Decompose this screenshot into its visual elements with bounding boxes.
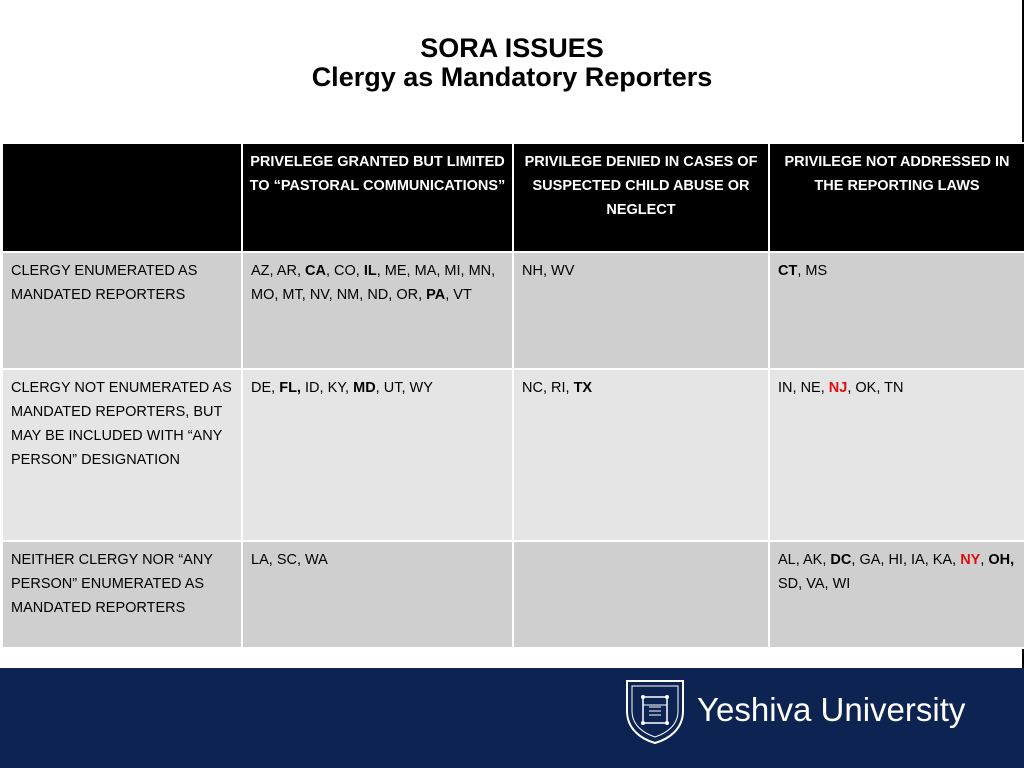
state-list: DE, FL, ID, KY, MD, UT, WY	[242, 369, 513, 541]
state-code: MI	[444, 263, 461, 279]
state-code: DE	[251, 380, 272, 396]
state-code: MA	[414, 263, 437, 279]
title-line-1: SORA ISSUES	[420, 33, 604, 63]
state-code: TX	[573, 380, 593, 396]
state-list: CT, MS	[769, 252, 1024, 369]
state-code: OR	[396, 287, 419, 303]
state-code: KA	[932, 552, 953, 568]
state-list: NC, RI, TX	[513, 369, 769, 541]
state-code: RI	[551, 380, 566, 396]
state-code: WY	[409, 380, 433, 396]
state-list: NH, WV	[513, 252, 769, 369]
state-code: MT	[282, 287, 302, 303]
state-code: CT	[778, 263, 798, 279]
state-code: AK	[803, 552, 823, 568]
header-denied-abuse: PRIVILEGE DENIED IN CASES OF SUSPECTED CHILD ABUSE OR NEGLECT	[513, 143, 769, 252]
state-code: SD	[778, 576, 799, 592]
state-code: CA	[305, 263, 326, 279]
state-code: VA	[806, 576, 825, 592]
state-code: VT	[453, 287, 472, 303]
state-code: MN	[468, 263, 492, 279]
table-row	[2, 252, 1024, 369]
state-code: HI	[888, 552, 903, 568]
state-code: IA	[911, 552, 925, 568]
table-header-row	[2, 143, 1024, 252]
row-label: NEITHER CLERGY NOR “ANY PERSON” ENUMERATED AS MANDATED REPORTERS	[2, 541, 242, 648]
state-code: ND	[367, 287, 389, 303]
header-granted-limited: PRIVELEGE GRANTED BUT LIMITED TO “PASTORAL COMMUNICATIONS”	[242, 143, 513, 252]
state-code: NY	[960, 552, 981, 568]
state-code: FL,	[279, 380, 301, 396]
state-list: LA, SC, WA	[242, 541, 513, 648]
state-list: AL, AK, DC, GA, HI, IA, KA, NY, OH, SD, VA, WI	[769, 541, 1024, 648]
title-line-2: Clergy as Mandatory Reporters	[311, 62, 713, 92]
state-list	[513, 541, 769, 648]
state-code: OK	[855, 380, 877, 396]
state-list: IN, NE, NJ, OK, TN	[769, 369, 1024, 541]
state-code: MO	[251, 287, 275, 303]
header-corner	[2, 143, 242, 252]
state-code: ME	[384, 263, 407, 279]
state-code: GA	[859, 552, 881, 568]
state-code: DC	[830, 552, 852, 568]
state-code: SC	[276, 552, 297, 568]
state-code: CO	[334, 263, 356, 279]
state-code: ID	[305, 380, 320, 396]
university-wordmark: Yeshiva University	[697, 691, 966, 728]
state-code: NE	[800, 380, 821, 396]
state-code: WI	[832, 576, 851, 592]
state-list: AZ, AR, CA, CO, IL, ME, MA, MI, MN, MO, MT, NV, NM, ND, OR, PA, VT	[242, 252, 513, 369]
yeshiva-seal-icon	[621, 677, 689, 745]
slide-title	[0, 34, 1024, 92]
state-code: AL	[778, 552, 796, 568]
table-row	[2, 541, 1024, 648]
state-code: NH	[522, 263, 543, 279]
state-code: AR	[276, 263, 297, 279]
state-code: NV	[309, 287, 329, 303]
state-code: WA	[305, 552, 328, 568]
state-code: WV	[551, 263, 575, 279]
state-code: UT	[383, 380, 402, 396]
state-code: NJ	[828, 380, 848, 396]
reporting-table	[1, 142, 1024, 649]
state-code: TN	[884, 380, 904, 396]
header-not-addressed: PRIVILEGE NOT ADDRESSED IN THE REPORTING LAWS	[769, 143, 1024, 252]
state-code: IL	[363, 263, 377, 279]
state-code: PA	[426, 287, 446, 303]
state-code: NC	[522, 380, 543, 396]
state-code: OH,	[988, 552, 1015, 568]
state-code: MS	[805, 263, 828, 279]
state-code: KY	[327, 380, 346, 396]
state-code: NM	[336, 287, 360, 303]
state-code: LA	[251, 552, 269, 568]
state-code: IN	[778, 380, 793, 396]
state-code: MD	[353, 380, 376, 396]
row-label: CLERGY ENUMERATED AS MANDATED REPORTERS	[2, 252, 242, 369]
row-label: CLERGY NOT ENUMERATED AS MANDATED REPORTERS, BUT MAY BE INCLUDED WITH “ANY PERSON” DESIGNATION	[2, 369, 242, 541]
table-row	[2, 369, 1024, 541]
state-code: AZ	[251, 263, 270, 279]
